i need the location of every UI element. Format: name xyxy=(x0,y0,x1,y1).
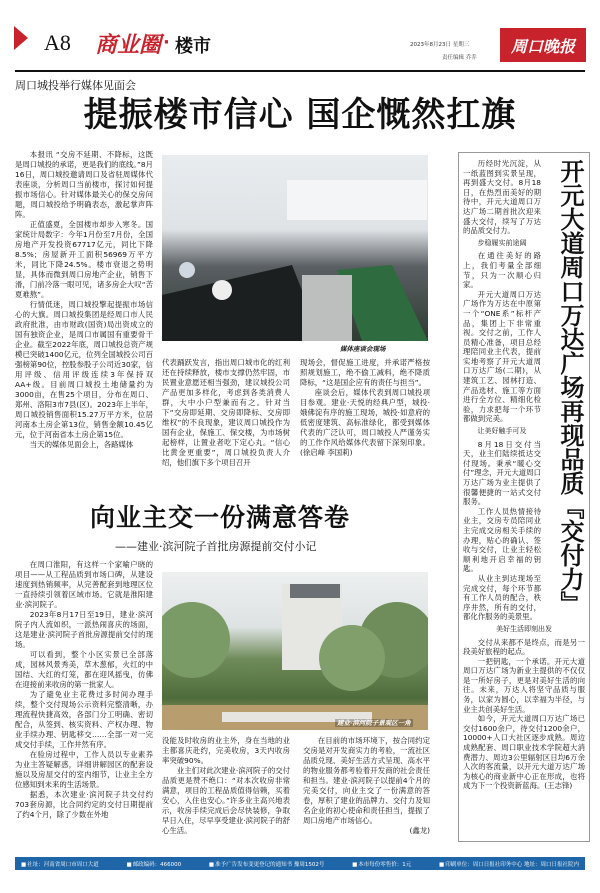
article2-column-1 xyxy=(15,560,153,820)
article2-column-2 xyxy=(162,736,290,836)
paragraph: 在通往美好的路上，我们考量全部细节，只为一次顺心归家。 xyxy=(463,251,541,290)
meeting-photo xyxy=(162,155,428,341)
paragraph: 业主们对此次建业·滨河院子的交付品质更是赞不绝口：“对本次收房非常满意，项目的工程品质值得信赖，买着安心，入住也安心。”许多业主高兴地表示，收房手续完成后会尽快装修，争取早日入住，尽早享受建业·滨河院子的舒心生活。 xyxy=(162,766,291,835)
article3-subhead: 让美好触手可及 xyxy=(477,427,527,436)
paragraph: 一把钥匙，一个承诺。开元大道周口万达广场为新业主提供的不仅仅是一所好房子，更是对美好生活的向往。未来，万达人将坚守品质与服务，以家为圆心，以幸福为半径，与业主共创美好生活。 xyxy=(463,656,585,714)
meeting-photo-caption: 媒体座谈会现场 xyxy=(340,345,386,353)
page-number: A8 xyxy=(44,30,71,55)
article1-column-3 xyxy=(300,358,430,458)
article1-column-1 xyxy=(15,150,153,450)
article2-headline: 向业主交一份满意答卷 xyxy=(90,503,351,532)
article3-box xyxy=(458,152,590,842)
paragraph: 当天的媒体见面会上，各路媒体 xyxy=(29,440,134,449)
article3-headline: 开元大道周口万达广场再现品质『交付力』 xyxy=(556,159,584,615)
paragraph: 座谈会后，媒体代表到周口城投项目参观。建业·天悦的经典户型，城投·娥佛淀有序的施工现场，城投·如意府的低密度建筑、高标准绿化，都受到媒体代表的广泛认可，周口城投人严谨务实的工作作风给媒体代表留下深刻印象。(徐启峰 李国莉) xyxy=(300,388,430,457)
newspaper-logo: 周口晚报 xyxy=(500,28,586,62)
paragraph: 据悉，本次建业·滨河院子共交付约703套房源，比合同约定的交付日期提前了约4个月，除了少数在外地 xyxy=(15,790,153,819)
article1-kicker: 周口城投举行媒体见面会 xyxy=(15,79,136,92)
header-divider xyxy=(15,70,585,72)
footer-address: ■ 社址：河南省周口市周口大道 xyxy=(21,860,99,868)
paragraph: 2023年8月17日至19日，建业·滨河院子内人流如织，一派热闹喜庆的场面，这是建业·滨河院子首批房源提前交付的现场。 xyxy=(15,610,153,649)
article3-subhead: 步稳履实前途阔 xyxy=(477,238,527,247)
paragraph: 行情低迷，周口城投擎起提振市场信心的大旗。周口城投集团是经周口市人民政府批准，由市财政(国资)局出资成立的国有独资企业，是周口市属国有重要骨干企业。截至2022年底，周口城投总资产规模已突破1400亿元，位列全国城投公司百强榜第90位，控股参股子公司近30家，信用评级、信用评级连续3年保持双AA+级。目前周口城投土地储量约为3000亩，在售25个项目，分布在周口、郑州、洛阳3市7县(区)。2023年上半年，周口城投销售面积15.27万平方米，位居河南本土房企第13位，销售金额10.45亿元，位于河南省本土房企第15位。 xyxy=(15,300,153,439)
footer-printer: ■ 印刷单位：周口日报社印务中心 地址：周口日报社院内 xyxy=(439,860,579,868)
article1-headline: 提振楼市信心 国企慨然扛旗 xyxy=(83,95,517,135)
footer-postcode: ■ 邮政编码：466000 xyxy=(126,860,181,868)
article2-column-3 xyxy=(303,736,430,836)
footer-bar xyxy=(15,857,585,870)
section-dot: · xyxy=(163,32,170,53)
paragraph: 历经时光沉淀，从一纸蓝图到实景呈现，再到盛大交付。8月18日，在热烈而美好的期待中，开元大道周口万达广场二期首批次迎来盛大交付，续写了万达的品质交付力。 xyxy=(463,159,541,236)
article3-subhead: 美好生活即刻出发 xyxy=(496,624,552,633)
meeting-scene-illustration xyxy=(162,155,428,341)
paragraph: 在验房过程中，工作人员以专业素养为业主答疑解惑，详细讲解园区的配套设施以及房屋交付的室内细节，让业主全方位感知到未来的生活场景。 xyxy=(15,750,153,789)
paragraph: 正值盛夏，全国楼市却步入寒冬。国家统计局数字：今年1月份至7月份，全国房地产开发投资67717亿元，同比下降8.5%；房屋新开工面积56969万平方米，同比下降24.5%。楼市衰退之势明显，具体而微到周口房地产企业，销售下滑，门前冷落一眼可见，诸多房企大叹“苦夏难熬”。 xyxy=(15,220,153,299)
footer-price: ■ 本市每份零售价：1元 xyxy=(352,860,411,868)
subsection-name: 楼市 xyxy=(175,36,211,57)
byline: (鑫龙) xyxy=(409,826,430,835)
editor-credit: 责任编辑 乔乔 xyxy=(442,55,477,61)
paragraph: 如今，开元大道周口万达广场已交付1600余户，待交付1200余户，10000+人口大社区逐步成熟。周边成熟配套、周口职业技术学院超大消费潜力、周边3公里辐射区日均6万余人次的客流量，以开元大道万达广场为核心的商业新中心正在形成，也将成为下一个投资新蓝海。(王志锋) xyxy=(463,714,585,791)
paragraph: 没能及时收房的业主外，身在当地的业主都喜庆赴约，完美收房，3天内收房率突破90%。 xyxy=(162,736,290,765)
footer-license: ■ 准予广告发布变更登记的通知书 豫周1502号 xyxy=(209,860,324,868)
paragraph: 在周口淮阳，有这样一个家喻户晓的项目——从工程品质到市场口碑，从建设速度到热销频率，从完善配套到地理区位一直持续引领着区域市场。它就是淮阳建业·滨河院子。 xyxy=(15,560,153,609)
paragraph: 现场会，督促施工进度，并承诺严格按照规划施工，绝不偷工减料，绝不降质降标，“这是国企应有的责任与担当”。 xyxy=(300,358,430,387)
paragraph: 交付从来都不是终点，而是另一段美好旅程的起点。 xyxy=(463,637,585,657)
paragraph: 为了避免业主花费过多时间办理手续，整个交付现场公示资料完整清晰，办理流程快捷高效，各部门分工明确、密切配合，从签到、核实资料、产权办理、物业手续办理、钥匙移交……全部一对一完成交付手续，工作井然有序。 xyxy=(15,690,153,749)
paragraph: 代表踊跃发言，指出周口城市化的红利还在持续释放，楼市支撑仍然牢固，市民置业意愿还相当强劲，建议城投公司产品更加多样化，考虑到各类消费人群，大中小户型兼而有之。针对当下“交房即延期、交房即降标、交房即维权”的不良现象，建议周口城投作为国有企业，保施工、保交楼，为市场树起榜样，让置业者吃下定心丸。“信心比黄金更重要”，周口城投负责人介绍，他们旗下多个项目召开 xyxy=(162,358,290,467)
garden-photo xyxy=(162,572,428,730)
section-chevron-icon xyxy=(14,26,28,50)
paragraph: 工作人员热情接待业主，交房专员陪同业主完成交房相关手续的办理，贴心的确认、签收与交付，让业主轻松顺利地开启幸福的钥匙。 xyxy=(463,506,541,574)
paragraph: 从业主到达现场至完成交付，每个环节都有工作人员的配合，秩序井然，所有的交付，都化作服务的美景里。 xyxy=(463,573,541,622)
paragraph: 本报讯 “交房不延期、不降标，这既是周口城投的承诺，更是我们的底线。”8月16日，周口城投邀请周口及省驻周媒体代表座谈，分析周口当前楼市，探讨如何提振市场信心。针对媒体最关心的保交房问题，周口城投给予明确表态，激起掌声阵阵。 xyxy=(15,150,153,219)
paragraph: 开元大道周口万达广场作为万达在中原第一个“ONE系”标杆产品，集团上下非常重视。交付之前，工作人员精心准备，项目总经理陪同业主代表，提前实地考察了开元大道周口万达广场(二期)，从建筑工艺、园林打造、产品选材、施工等方面进行全方位、精细化检验，力求把每一个环节都做到完美。 xyxy=(463,289,541,424)
garden-photo-caption: 建业·滨河院子景观区一角 xyxy=(337,719,411,727)
garden-scene-illustration xyxy=(162,572,428,730)
article1-column-2 xyxy=(162,358,290,468)
paragraph: 可以看到，整个小区实景已全部落成，园林风景秀美，草木葱郁，火红的中国结、大红的灯笼，都在迎风摇曳，仿佛在迎接前来收房的第一批家人。 xyxy=(15,650,153,689)
section-name: 商业圈 xyxy=(95,32,162,58)
paragraph: 在目前的市场环境下，按合同约定交房是对开发商实力的考验，一流社区品质兑现、美好生活方式呈现、高水平的物业服务都考验着开发商的社会责任和担当。建业·滨河院子以提前4个月的完美交付，向业主交了一份满意的答卷，厚积了建业的品牌力、交付力及知名企业的初心使命和责任担当，提振了周口房地产市场信心。 xyxy=(303,736,430,825)
article2-subtitle: ——建业·滨河院子首批房源提前交付小记 xyxy=(115,540,317,553)
paragraph: 8月18日交付当天，业主们陆续抵达交付现场。秉承“暖心交付”理念，开元大道周口万达广场为业主提供了很馨便捷的一站式交付服务。 xyxy=(463,439,541,507)
issue-date: 2023年8月23日 星期三 xyxy=(410,42,470,48)
